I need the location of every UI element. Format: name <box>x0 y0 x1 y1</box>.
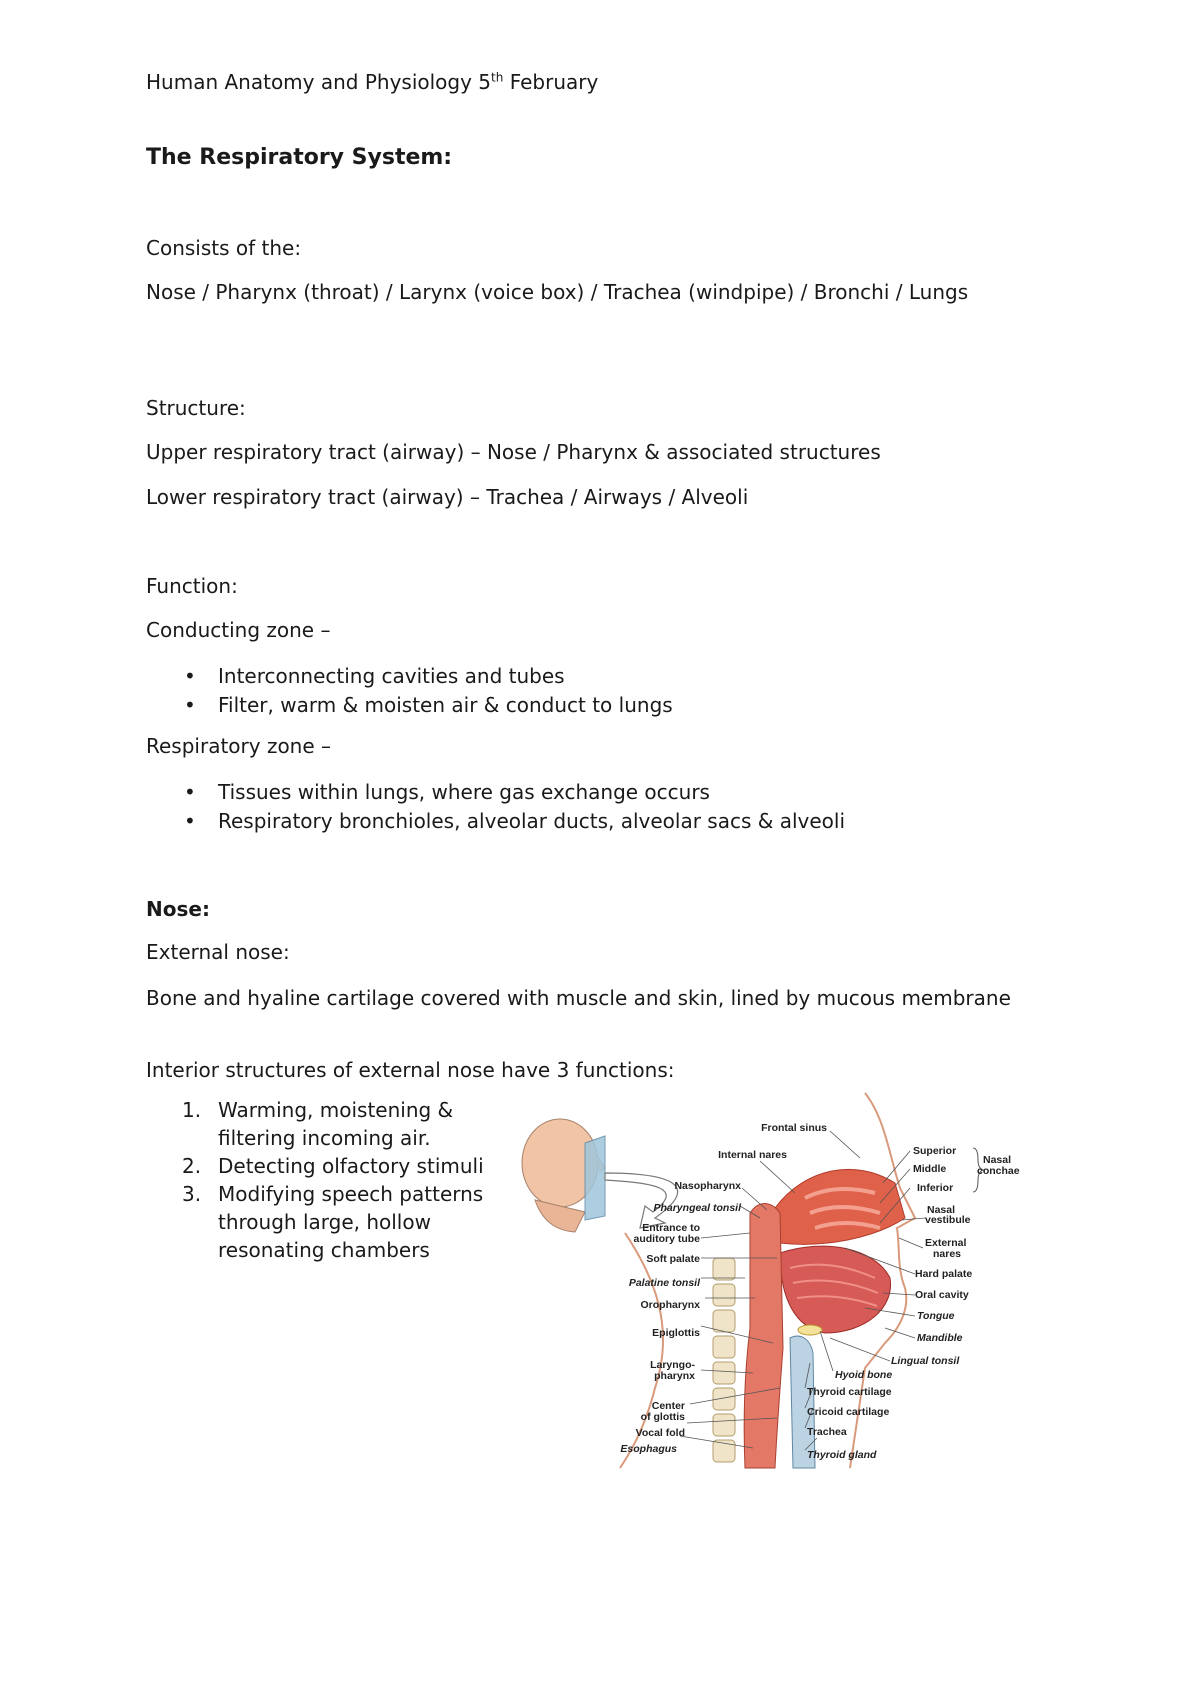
label-mandible: Mandible <box>917 1332 963 1344</box>
structure-heading: Structure: <box>146 396 246 420</box>
label-palatine-tonsil: Palatine tonsil <box>628 1277 700 1289</box>
function-heading: Function: <box>146 574 238 598</box>
respiratory-zone-list <box>146 778 845 836</box>
label-cricoid-cartilage: Cricoid cartilage <box>807 1406 890 1418</box>
label-nasal-2: conchae <box>977 1165 1020 1177</box>
pharynx <box>744 1204 783 1468</box>
respiratory-anatomy-figure <box>505 1088 1090 1473</box>
label-superior: Superior <box>913 1145 957 1157</box>
label-center-2: of glottis <box>640 1411 685 1423</box>
external-nose-description: Bone and hyaline cartilage covered with muscle and skin, lined by mucous membrane <box>146 986 1011 1010</box>
list-item: • Interconnecting cavities and tubes <box>146 662 673 691</box>
label-trachea: Trachea <box>807 1426 847 1438</box>
label-laryngo-2: pharynx <box>654 1370 695 1382</box>
list-item: 3. Modifying speech patterns through large, hollow resonating chambers <box>182 1182 484 1262</box>
label-thyroid-gland: Thyroid gland <box>807 1449 877 1461</box>
interior-intro: Interior structures of external nose have 3 functions: <box>146 1058 675 1082</box>
intro-parts: Nose / Pharynx (throat) / Larynx (voice box) / Trachea (windpipe) / Bronchi / Lungs <box>146 280 969 304</box>
label-nasal-1: Nasal <box>983 1154 1012 1166</box>
hyoid-bone <box>798 1325 822 1335</box>
label-oropharynx: Oropharynx <box>640 1299 700 1311</box>
structure-upper: Upper respiratory tract (airway) – Nose / Pharynx & associated structures <box>146 440 881 464</box>
label-soft-palate: Soft palate <box>646 1253 700 1265</box>
page-title: The Respiratory System: <box>146 145 453 170</box>
label-entrance-1: Entrance to <box>642 1222 700 1234</box>
nose-heading: Nose: <box>146 897 210 921</box>
intro-heading: Consists of the: <box>146 236 302 260</box>
label-vestibule-1: Nasal <box>927 1204 956 1216</box>
label-laryngo-1: Laryngo- <box>650 1359 695 1371</box>
header-sup: th <box>491 70 504 85</box>
label-frontal-sinus: Frontal sinus <box>761 1122 827 1134</box>
external-nose-heading: External nose: <box>146 940 290 964</box>
list-item: 2. Detecting olfactory stimuli <box>182 1154 484 1178</box>
list-item: • Tissues within lungs, where gas exchange occurs <box>146 778 845 807</box>
label-external-nares-2: nares <box>933 1248 962 1260</box>
label-nasopharynx: Nasopharynx <box>674 1180 741 1192</box>
label-oral-cavity: Oral cavity <box>915 1289 969 1301</box>
label-epiglottis: Epiglottis <box>652 1327 700 1339</box>
header-date: February <box>509 70 599 94</box>
list-item: • Filter, warm & moisten air & conduct to lungs <box>146 691 673 720</box>
label-inferior: Inferior <box>917 1182 954 1194</box>
head-icon <box>522 1119 605 1232</box>
label-vestibule-2: vestibule <box>925 1214 971 1226</box>
label-external-nares-1: External <box>925 1237 967 1249</box>
structure-lower: Lower respiratory tract (airway) – Trachea / Airways / Alveoli <box>146 485 749 509</box>
header-course: Human Anatomy and Physiology 5 <box>146 70 492 94</box>
label-lingual-tonsil: Lingual tonsil <box>891 1355 960 1367</box>
vertebrae <box>713 1258 735 1462</box>
label-esophagus: Esophagus <box>620 1443 677 1455</box>
label-tongue: Tongue <box>917 1310 955 1322</box>
page-header <box>146 70 598 94</box>
list-item: 1. Warming, moistening & filtering incoming air. <box>182 1098 454 1150</box>
conducting-zone-label: Conducting zone – <box>146 618 331 642</box>
label-middle: Middle <box>913 1163 947 1175</box>
nose-functions-list <box>146 1096 506 1264</box>
label-pharyngeal-tonsil: Pharyngeal tonsil <box>653 1202 741 1214</box>
label-hyoid-bone: Hyoid bone <box>835 1369 893 1381</box>
respiratory-zone-label: Respiratory zone – <box>146 734 332 758</box>
label-thyroid-cartilage: Thyroid cartilage <box>807 1386 892 1398</box>
list-item: • Respiratory bronchioles, alveolar ducts, alveolar sacs & alveoli <box>146 807 845 836</box>
label-entrance-2: auditory tube <box>633 1233 700 1245</box>
label-center-1: Center <box>651 1400 685 1412</box>
arrow-icon <box>605 1173 678 1228</box>
label-vocal-fold: Vocal fold <box>635 1427 685 1439</box>
conducting-zone-list <box>146 662 673 720</box>
label-hard-palate: Hard palate <box>915 1268 973 1280</box>
label-internal-nares: Internal nares <box>718 1149 787 1161</box>
